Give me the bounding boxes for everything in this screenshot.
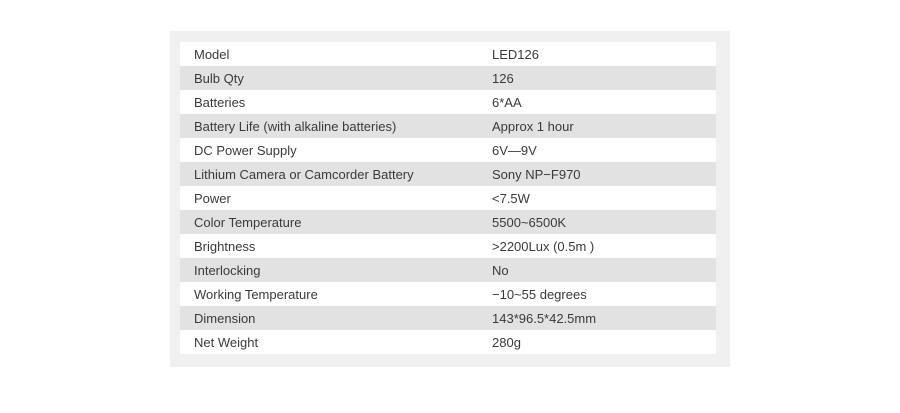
spec-row-interlocking [180,258,716,282]
spec-row-color-temperature [180,210,716,234]
spec-table-frame [170,31,730,367]
spec-label: Power [194,190,231,206]
spec-row-dc-power-supply [180,138,716,162]
spec-row-net-weight [180,330,716,354]
spec-value: Approx 1 hour [492,118,574,134]
spec-value: 126 [492,70,514,86]
spec-row-battery-life [180,114,716,138]
spec-label: DC Power Supply [194,142,297,158]
spec-label: Color Temperature [194,214,302,230]
spec-table [180,42,716,354]
spec-label: Net Weight [194,334,259,350]
spec-row-power [180,186,716,210]
spec-label: Battery Life (with alkaline batteries) [194,118,397,134]
spec-value: 280g [492,334,521,350]
spec-row-brightness [180,234,716,258]
spec-label: Lithium Camera or Camcorder Battery [194,166,414,182]
spec-value: 5500~6500K [492,214,567,230]
spec-value: 6*AA [492,94,522,110]
spec-value: 143*96.5*42.5mm [492,310,597,326]
spec-value: −10~55 degrees [492,286,587,302]
spec-value: Sony NP−F970 [492,166,581,182]
spec-value: >2200Lux (0.5m ) [492,238,595,254]
spec-label: Brightness [194,238,256,254]
spec-row-lithium-battery [180,162,716,186]
spec-row-bulb-qty [180,66,716,90]
spec-label: Interlocking [194,262,261,278]
spec-row-model [180,42,716,66]
spec-label: Batteries [194,94,246,110]
spec-row-batteries [180,90,716,114]
spec-row-working-temperature [180,282,716,306]
spec-label: Bulb Qty [194,70,244,86]
spec-value: No [492,262,509,278]
spec-label: Dimension [194,310,256,326]
spec-label: Working Temperature [194,286,318,302]
spec-row-dimension [180,306,716,330]
spec-value: LED126 [492,46,539,62]
spec-label: Model [194,46,230,62]
spec-value: 6V—9V [492,142,537,158]
spec-value: <7.5W [492,190,530,206]
